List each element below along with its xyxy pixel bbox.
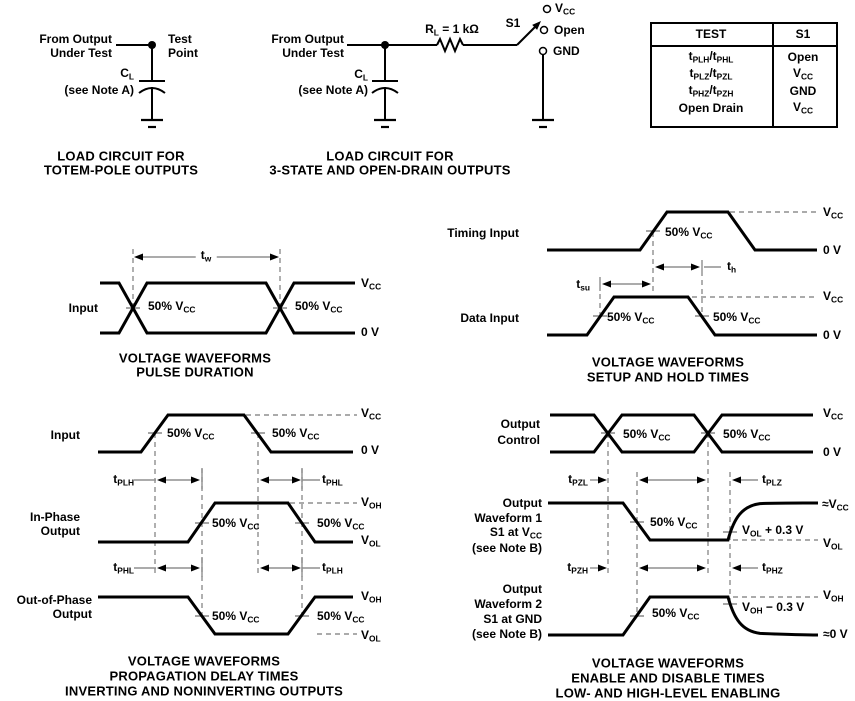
tristate-caption-1: LOAD CIRCUIT FOR: [326, 148, 454, 164]
out-phase-voh-label: $V_{OH}$: [361, 589, 382, 605]
table-cell-s1-2: GND: [789, 84, 817, 98]
totem-under-test-label: Under Test: [50, 46, 112, 60]
tplz-label: $t_{PLZ}$: [762, 472, 782, 488]
control-zero-label: 0 V: [823, 445, 842, 459]
rl-value-label: $R_L = 1$ kΩ: [425, 22, 479, 38]
pulse-input-label: Input: [68, 301, 98, 315]
prop-input-fifty-right: 50% $V_{CC}$: [272, 426, 320, 442]
waveform1-label-3: S1 at $V_{CC}$: [489, 525, 542, 541]
table-cell-test-0: $t_{PLH}/t_{PHL}$: [688, 49, 734, 65]
tpzl-label: $t_{PZL}$: [568, 472, 588, 488]
th-label: $t_h$: [727, 259, 737, 275]
pulse-caption-2: PULSE DURATION: [136, 364, 254, 380]
totem-caption-1: LOAD CIRCUIT FOR: [57, 148, 185, 164]
prop-zero-label: 0 V: [361, 443, 380, 457]
tristate-caption-2: 3-STATE AND OPEN-DRAIN OUTPUTS: [269, 162, 511, 178]
table-header-test: TEST: [695, 27, 727, 41]
prop-vcc-label: $V_{CC}$: [361, 406, 382, 422]
switch-open-label: Open: [554, 23, 585, 37]
out-phase-fifty-left: 50% $V_{CC}$: [212, 609, 260, 625]
tplh-top-label: $t_{PLH}$: [113, 472, 134, 488]
waveform1-label-4: (see Note B): [471, 541, 542, 555]
prop-caption-1: VOLTAGE WAVEFORMS: [127, 653, 281, 669]
data-zero-label: 0 V: [823, 328, 842, 342]
table-cell-s1-3: $V_{CC}$: [792, 100, 814, 116]
timing-zero-label: 0 V: [823, 243, 842, 257]
voh-label: $V_{OH}$: [823, 588, 844, 604]
output-control-label-1: Output: [500, 417, 540, 431]
voh-minus-03-label: $V_{OH} - 0.3$ V: [742, 600, 805, 616]
tristate-note-a-label: (see Note A): [298, 83, 368, 97]
enable-caption-3: LOW- AND HIGH-LEVEL ENABLING: [555, 685, 781, 701]
waveform2-label-1: Output: [502, 582, 542, 596]
timing-input-label: Timing Input: [447, 226, 519, 240]
table-cell-test-1: $t_{PLZ}/t_{PZL}$: [689, 66, 733, 82]
in-phase-label-1: In-Phase: [29, 510, 80, 524]
table-header-s1: S1: [795, 27, 811, 41]
in-phase-vol-label: $V_{OL}$: [361, 533, 381, 549]
totem-cl-label: $C_L$: [120, 66, 134, 82]
tpzh-label: $t_{PZH}$: [567, 560, 588, 576]
table-cell-test-2: $t_{PHZ}/t_{PZH}$: [688, 83, 734, 99]
table-cell-test-3: Open Drain: [678, 101, 744, 115]
waveform2-fifty: 50% $V_{CC}$: [652, 606, 700, 622]
tplh-bottom-label: $t_{PLH}$: [322, 560, 343, 576]
switch-vcc-label: $V_{CC}$: [555, 1, 576, 17]
data-vcc-label: $V_{CC}$: [823, 289, 844, 305]
enable-caption-1: VOLTAGE WAVEFORMS: [591, 655, 745, 671]
prop-caption-3: INVERTING AND NONINVERTING OUTPUTS: [65, 683, 343, 699]
tristate-under-test-label: Under Test: [282, 46, 344, 60]
table-cell-s1-0: Open: [787, 50, 819, 64]
setup-hold-caption-2: SETUP AND HOLD TIMES: [586, 369, 750, 385]
test-point-label-2: Point: [168, 46, 198, 60]
totem-caption-2: TOTEM-POLE OUTPUTS: [43, 162, 199, 178]
table-cell-s1-1: $V_{CC}$: [792, 66, 814, 82]
approx-zero-label: ≈0 V: [823, 627, 848, 641]
waveform2-label-3: S1 at GND: [483, 612, 542, 626]
out-phase-label-1: Out-of-Phase: [16, 593, 92, 607]
output-control-label-2: Control: [497, 433, 540, 447]
tphl-top-label: $t_{PHL}$: [322, 472, 343, 488]
control-fifty-right: 50% $V_{CC}$: [723, 427, 771, 443]
tphz-label: $t_{PHZ}$: [762, 560, 783, 576]
waveform2-label-4: (see Note B): [471, 627, 542, 641]
enable-caption-2: ENABLE AND DISABLE TIMES: [571, 670, 765, 686]
waveform2-label-2: Waveform 2: [474, 597, 542, 611]
prop-caption-2: PROPAGATION DELAY TIMES: [109, 668, 299, 684]
vol-label: $V_{OL}$: [823, 536, 843, 552]
timing-vcc-label: $V_{CC}$: [823, 205, 844, 221]
pulse-fifty-right-label: 50% $V_{CC}$: [295, 299, 343, 315]
s1-test-table: [650, 22, 838, 128]
test-point-label-1: Test: [168, 32, 192, 46]
tristate-from-output-label: From Output: [271, 32, 344, 46]
out-phase-label-2: Output: [52, 607, 92, 621]
vol-plus-03-label: $V_{OL} + 0.3$ V: [742, 523, 804, 539]
data-fifty-right-label: 50% $V_{CC}$: [713, 310, 761, 326]
out-phase-vol-label: $V_{OL}$: [361, 628, 381, 644]
table-header-divider: [652, 45, 836, 47]
data-input-label: Data Input: [460, 311, 519, 325]
waveform1-label-1: Output: [502, 496, 542, 510]
in-phase-label-2: Output: [40, 524, 80, 538]
approx-vcc-label: $\approx V_{CC}$: [822, 497, 849, 513]
control-fifty-left: 50% $V_{CC}$: [623, 427, 671, 443]
totem-note-a-label: (see Note A): [64, 83, 134, 97]
pulse-zero-label: 0 V: [361, 325, 380, 339]
switch-gnd-label: GND: [553, 44, 580, 58]
pulse-vcc-label: $V_{CC}$: [361, 276, 382, 292]
in-phase-voh-label: $V_{OH}$: [361, 495, 382, 511]
tsu-label: $t_{su}$: [576, 277, 590, 293]
s1-switch-label: S1: [505, 16, 521, 30]
control-vcc-label: $V_{CC}$: [823, 406, 844, 422]
in-phase-fifty-right: 50% $V_{CC}$: [317, 516, 365, 532]
out-phase-fifty-right: 50% $V_{CC}$: [317, 609, 365, 625]
data-fifty-left-label: 50% $V_{CC}$: [607, 310, 655, 326]
pulse-duration-art: [100, 249, 355, 333]
tw-label: $t_w$: [196, 249, 217, 263]
prop-input-label: Input: [50, 428, 80, 442]
timing-fifty-label: 50% $V_{CC}$: [665, 225, 713, 241]
table-column-divider: [772, 24, 774, 126]
pulse-fifty-left-label: 50% $V_{CC}$: [148, 299, 196, 315]
prop-input-fifty-left: 50% $V_{CC}$: [167, 426, 215, 442]
tphl-bottom-label: $t_{PHL}$: [113, 560, 134, 576]
setup-hold-caption-1: VOLTAGE WAVEFORMS: [591, 354, 745, 370]
tristate-cl-label: $C_L$: [354, 67, 368, 83]
totem-from-output-label: From Output: [39, 32, 112, 46]
waveform1-label-2: Waveform 1: [474, 511, 542, 525]
waveform1-fifty: 50% $V_{CC}$: [650, 515, 698, 531]
in-phase-fifty-left: 50% $V_{CC}$: [212, 516, 260, 532]
pulse-caption-1: VOLTAGE WAVEFORMS: [118, 350, 272, 366]
